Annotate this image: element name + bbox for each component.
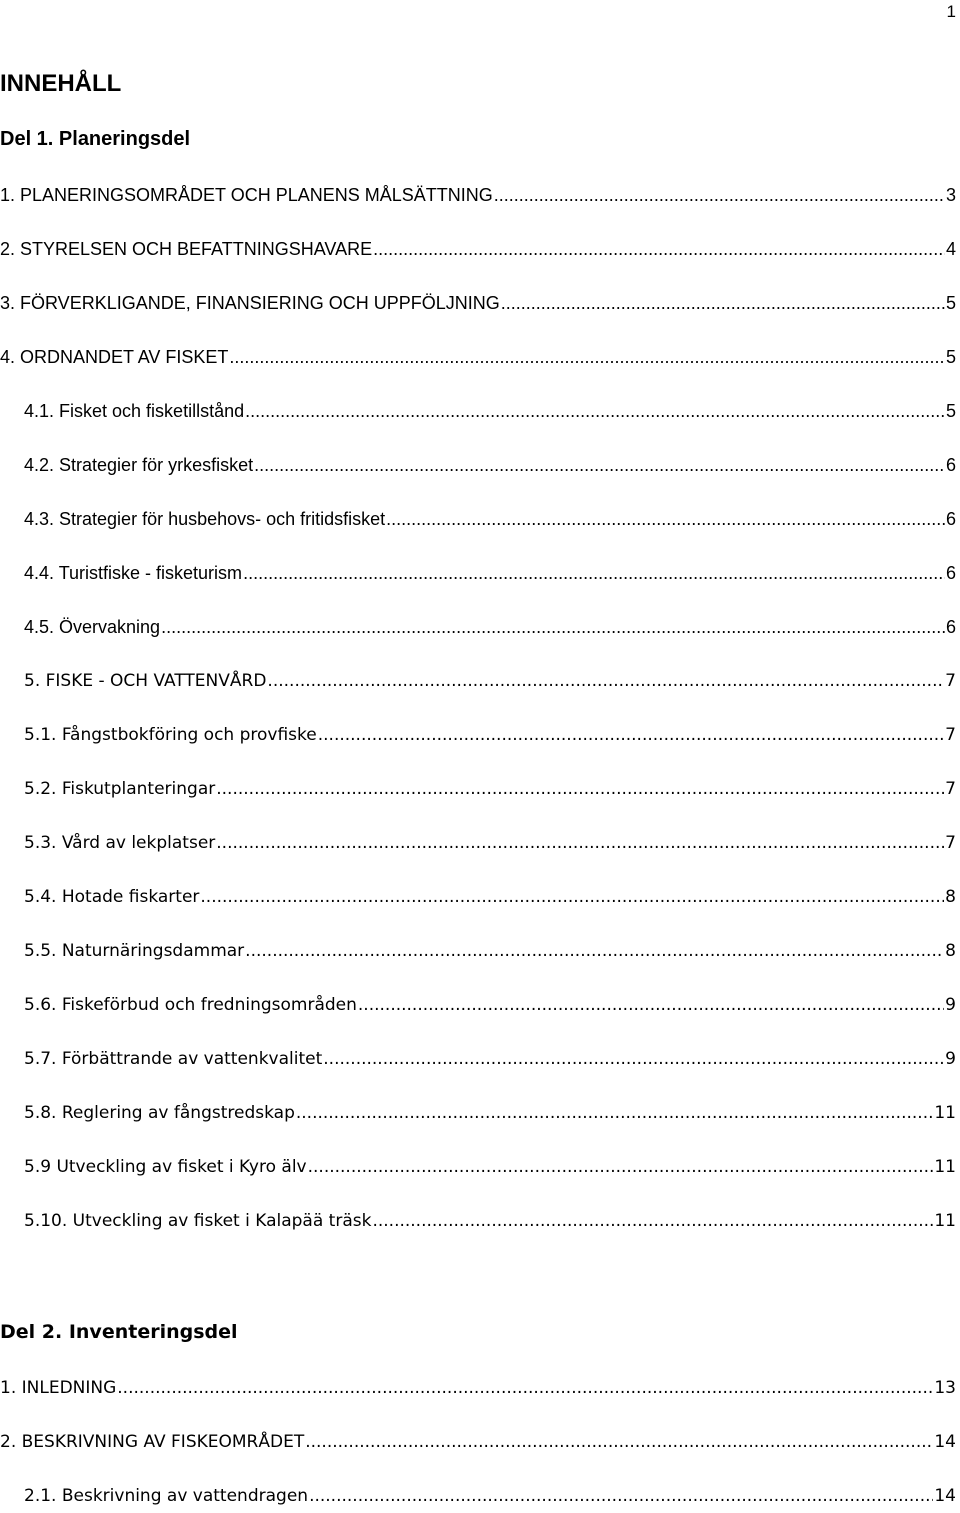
toc-entry-5-9[interactable]: 5.9 Utveckling av fisket i Kyro älv ..... 11 xyxy=(24,1155,956,1179)
toc-entry-5-10[interactable]: 5.10. Utveckling av fisket i Kalapää träsk ..... 11 xyxy=(24,1209,956,1233)
toc-entry-1[interactable]: 1. PLANERINGSOMRÅDET OCH PLANENS MÅLSÄTTNING ..... 3 xyxy=(0,183,956,207)
toc-entry-5-3[interactable]: 5.3. Vård av lekplatser ..... 7 xyxy=(24,831,956,855)
toc2-entry-2-1[interactable]: 2.1. Beskrivning av vattendragen ..... 14 xyxy=(24,1484,956,1508)
toc-title: INNEHÅLL xyxy=(0,70,122,97)
toc-entry-3[interactable]: 3. FÖRVERKLIGANDE, FINANSIERING OCH UPPFÖLJNING ..... 5 xyxy=(0,291,956,315)
toc-entry-4-2[interactable]: 4.2. Strategier för yrkesfisket ..... 6 xyxy=(24,453,956,477)
toc-entry-4-3[interactable]: 4.3. Strategier för husbehovs- och fritidsfisket ..... 6 xyxy=(24,507,956,531)
toc-entry-5-1[interactable]: 5.1. Fångstbokföring och provfiske ..... 7 xyxy=(24,723,956,747)
toc-entry-4-1[interactable]: 4.1. Fisket och fisketillstånd ..... 5 xyxy=(24,399,956,423)
page-number: 1 xyxy=(946,2,956,21)
toc-entry-2[interactable]: 2. STYRELSEN OCH BEFATTNINGSHAVARE ..... 4 xyxy=(0,237,956,261)
toc-entry-4-4[interactable]: 4.4. Turistfiske - fisketurism ..... 6 xyxy=(24,561,956,585)
toc-entry-5[interactable]: 5. FISKE - OCH VATTENVÅRD ..... 7 xyxy=(24,669,956,693)
toc-entry-5-2[interactable]: 5.2. Fiskutplanteringar ..... 7 xyxy=(24,777,956,801)
toc-entry-5-4[interactable]: 5.4. Hotade fiskarter ..... 8 xyxy=(24,885,956,909)
toc2-entry-2[interactable]: 2. BESKRIVNING AV FISKEOMRÅDET ..... 14 xyxy=(0,1430,956,1454)
toc-entry-4[interactable]: 4. ORDNANDET AV FISKET ..... 5 xyxy=(0,345,956,369)
part1-heading: Del 1. Planeringsdel xyxy=(0,128,191,150)
toc-entry-5-6[interactable]: 5.6. Fiskeförbud och fredningsområden ..... 9 xyxy=(24,993,956,1017)
toc2-entry-1[interactable]: 1. INLEDNING ..... 13 xyxy=(0,1376,956,1400)
toc-entry-5-7[interactable]: 5.7. Förbättrande av vattenkvalitet ..... 9 xyxy=(24,1047,956,1071)
toc-entry-5-8[interactable]: 5.8. Reglering av fångstredskap ..... 11 xyxy=(24,1101,956,1125)
part2-heading: Del 2. Inventeringsdel xyxy=(0,1321,238,1343)
toc-entry-4-5[interactable]: 4.5. Övervakning ..... 6 xyxy=(24,615,956,639)
toc-entry-5-5[interactable]: 5.5. Naturnäringsdammar ..... 8 xyxy=(24,939,956,963)
